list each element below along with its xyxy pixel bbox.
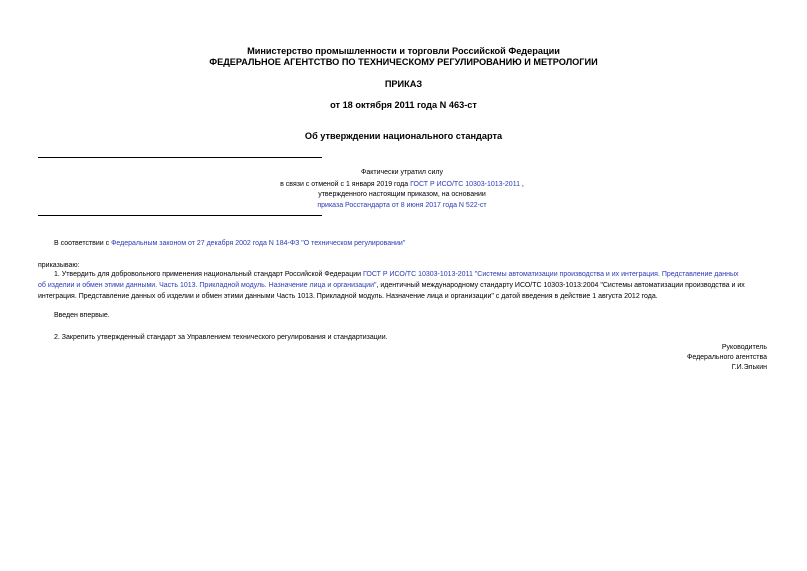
- item-1-rest-1: , идентичный международному стандарту ИСО/ТС 10303-1013:2004 "Системы автоматизации производства и их: [376, 282, 745, 289]
- federal-law-link[interactable]: Федеральным законом от 27 декабря 2002 года N 184-ФЗ "О техническом регулировании": [111, 240, 406, 247]
- rosstandart-order-link-text[interactable]: приказа Росстандарта от 8 июня 2017 года N 522-ст: [317, 202, 487, 209]
- signature-name: Г.И.Элькин: [731, 364, 767, 371]
- status-line-3: утвержденного настоящим приказом, на основании: [318, 191, 486, 198]
- status-line-2-suffix: ,: [519, 181, 524, 188]
- agency-name: ФЕДЕРАЛЬНОЕ АГЕНТСТВО ПО ТЕХНИЧЕСКОМУ РЕГУЛИРОВАНИЮ И МЕТРОЛОГИИ: [209, 57, 598, 67]
- status-line-2: [250, 180, 554, 189]
- introduced-note: Введен впервые.: [54, 312, 110, 319]
- status-line-2-prefix: в связи с отменой с 1 января 2019 года: [280, 181, 411, 188]
- standard-link-part-1[interactable]: ГОСТ Р ИСО/ТС 10303-1013-2011 "Системы автоматизации производства и их интеграция. Представление данных: [362, 271, 739, 278]
- status-line-1: Фактически утратил силу: [361, 169, 443, 176]
- rosstandart-order-link[interactable]: [262, 201, 542, 210]
- item-2: 2. Закрепить утвержденный стандарт за Управлением технического регулирования и стандартизации.: [54, 334, 388, 341]
- order-word: приказываю:: [38, 262, 80, 269]
- item-1-prefix: 1. Утвердить для добровольного применения национальный стандарт Российской Федерации: [54, 271, 363, 278]
- standard-link-part-2[interactable]: об изделии и обмен этими данными. Часть 1013. Прикладной модуль. Назначение лица и организации": [38, 282, 377, 289]
- preamble: [54, 239, 405, 248]
- gost-link[interactable]: ГОСТ Р ИСО/ТС 10303-1013-2011: [410, 181, 520, 188]
- preamble-prefix: В соответствии с: [54, 240, 112, 247]
- item-1-line-1: [54, 270, 739, 279]
- document-title: Об утверждении национального стандарта: [304, 131, 503, 141]
- document-date-number: от 18 октября 2011 года N 463-ст: [330, 100, 477, 110]
- signature-agency: Федерального агентства: [687, 354, 767, 361]
- divider-top: [38, 157, 322, 158]
- document-type: ПРИКАЗ: [384, 79, 423, 89]
- divider-bottom: [38, 215, 322, 216]
- item-1-line-2: [38, 281, 745, 290]
- ministry-name: Министерство промышленности и торговли Российской Федерации: [247, 46, 560, 56]
- item-1-line-3: интеграция. Представление данных об изделии и обмен этими данными Часть 1013. Прикладной модуль. Назначение лица и организации" с датой введения в действие 1 августа 2012 года.: [38, 293, 658, 300]
- signature-title: Руководитель: [721, 344, 767, 351]
